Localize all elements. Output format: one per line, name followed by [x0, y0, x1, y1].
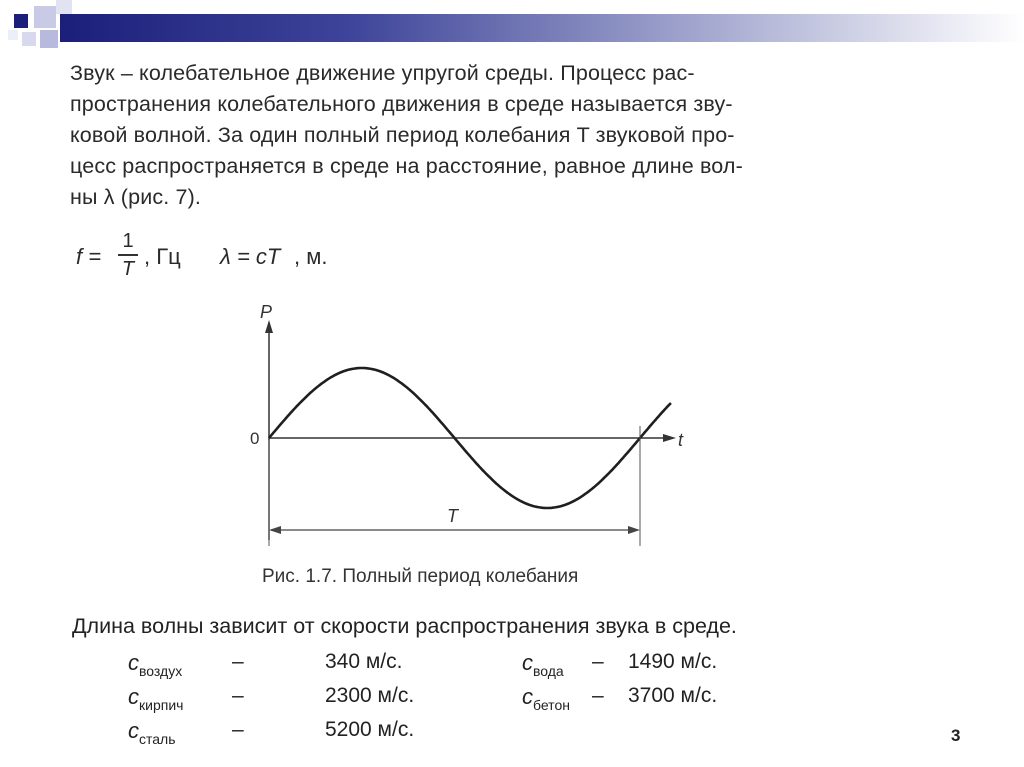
speed-symbol: c: [128, 650, 139, 675]
x-axis-label: t: [678, 430, 684, 450]
speed-label-concrete: [522, 684, 570, 713]
speed-label-brick: [128, 684, 183, 713]
speed-dash: –: [232, 684, 244, 707]
speed-value-brick: 2300 м/с.: [325, 684, 415, 707]
speed-value-steel: 5200 м/с.: [325, 718, 415, 741]
speed-value-air: 340 м/с.: [325, 650, 403, 673]
speed-medium: вода: [533, 663, 564, 679]
speed-label-air: [128, 650, 182, 679]
formula-row: [74, 228, 374, 288]
page-number: 3: [951, 726, 961, 745]
frequency-fraction: [118, 228, 138, 282]
frequency-lhs: f =: [76, 244, 102, 269]
speed-medium: бетон: [533, 697, 570, 713]
speed-symbol: c: [128, 684, 139, 709]
x-axis-arrow: [663, 434, 676, 442]
speed-dash: –: [232, 650, 244, 673]
figure-caption: Рис. 1.7. Полный период колебания: [262, 566, 579, 587]
speed-dash: –: [232, 718, 244, 741]
paragraph-line: цесс распространяется в среде на расстояние, равное длине вол-: [70, 154, 743, 178]
speed-dash: –: [592, 684, 604, 707]
speed-symbol: c: [522, 684, 533, 709]
speed-medium: сталь: [139, 731, 176, 747]
paragraph-line: пространения колебательного движения в среде называется зву-: [70, 92, 733, 116]
speed-symbol: c: [522, 650, 533, 675]
origin-label: 0: [250, 429, 260, 448]
speed-medium: кирпич: [139, 697, 184, 713]
y-axis-label: P: [260, 302, 273, 322]
paragraph-line: ковой волной. За один полный период колебания T звуковой про-: [70, 123, 735, 147]
speed-medium: воздух: [139, 663, 183, 679]
period-arrow-left: [269, 526, 281, 534]
period-label: T: [447, 506, 458, 526]
header-bar: [60, 14, 1024, 42]
speed-value-water: 1490 м/с.: [628, 650, 718, 673]
fraction-numerator: 1: [122, 230, 134, 252]
speed-value-concrete: 3700 м/с.: [628, 684, 718, 707]
fraction-denominator: T: [121, 258, 135, 280]
wavelength-expression: λ = cT: [220, 244, 281, 269]
paragraph-line: Звук – колебательное движение упругой среды. Процесс рас-: [70, 61, 695, 85]
intro-paragraph: [70, 58, 936, 213]
speeds-heading: Длина волны зависит от скорости распространения звука в среде.: [72, 614, 737, 638]
period-arrow-right: [628, 526, 640, 534]
paragraph-line: ны λ (рис. 7).: [70, 185, 202, 209]
speed-label-steel: [128, 718, 176, 747]
speed-symbol: c: [128, 718, 139, 743]
speed-label-water: [522, 650, 564, 679]
sine-wave-figure: [240, 300, 700, 560]
frequency-unit: , Гц: [144, 244, 181, 269]
wavelength-unit: , м.: [294, 244, 328, 269]
speed-dash: –: [592, 650, 604, 673]
